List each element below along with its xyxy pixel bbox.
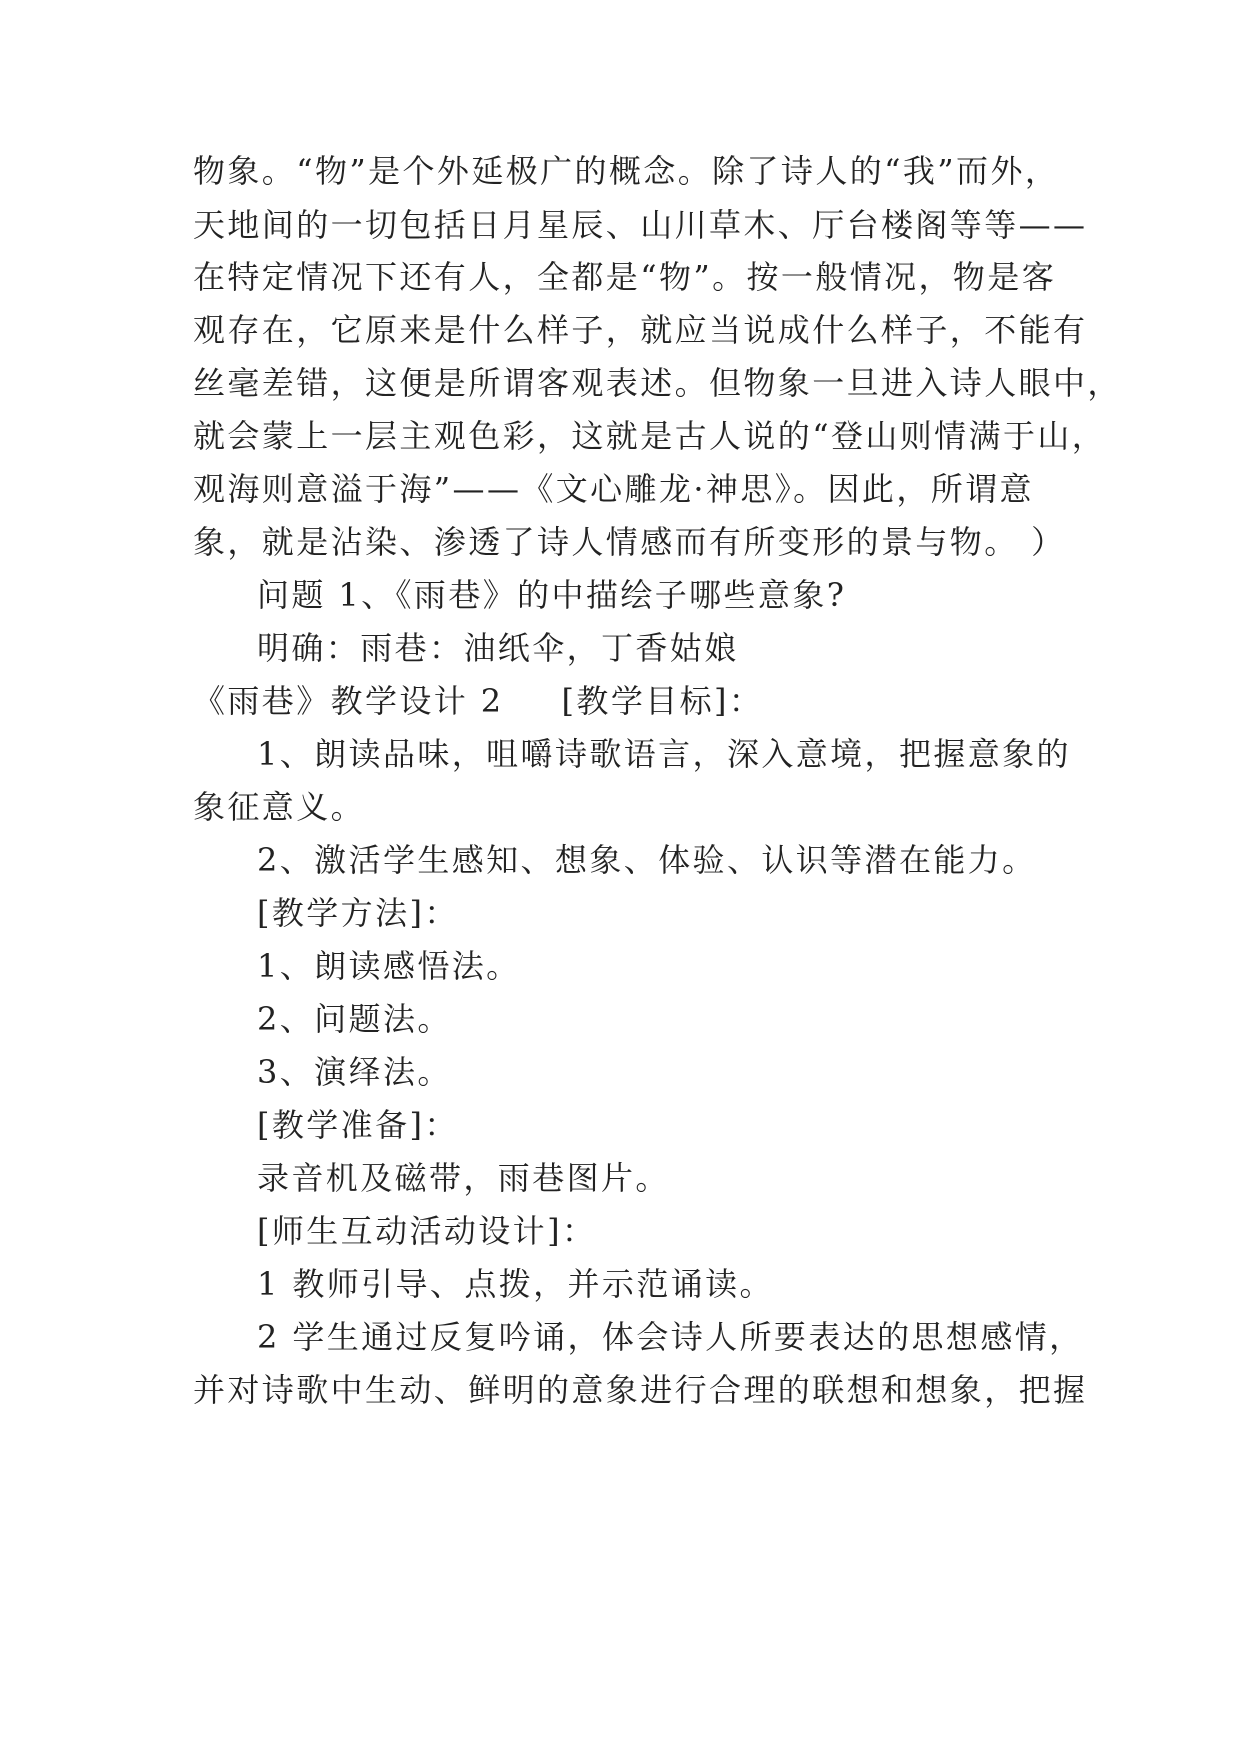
activity-item: 并对诗歌中生动、鲜明的意象进行合理的联想和想象，把握 (193, 1371, 1088, 1409)
goals-heading: [教学目标]： (561, 682, 764, 720)
text-line: 物象。“物”是个外延极广的概念。除了诗人的“我”而外， (193, 152, 1060, 190)
method-item: 3、演绎法。 (257, 1053, 452, 1091)
methods-heading: [教学方法]： (257, 894, 459, 932)
goal-line: 象征意义。 (193, 788, 366, 826)
goal-line: 2、激活学生感知、想象、体验、认识等潜在能力。 (257, 841, 1037, 879)
question-line: 问题 1、《雨巷》的中描绘子哪些意象? (257, 576, 847, 614)
answer-line: 明确：雨巷：油纸伞，丁香姑娘 (257, 629, 739, 667)
activity-item: 1 教师引导、点拨，并示范诵读。 (257, 1265, 774, 1303)
text-line: 观海则意溢于海”——《文心雕龙·神思》。因此，所谓意 (193, 470, 1034, 508)
design-title: 《雨巷》教学设计 2 (193, 682, 504, 720)
prep-text: 录音机及磁带，雨巷图片。 (257, 1159, 670, 1197)
method-item: 2、问题法。 (257, 1000, 452, 1038)
text-line: 象，就是沾染、渗透了诗人情感而有所变形的景与物。 ） (193, 523, 1066, 561)
prep-heading: [教学准备]： (257, 1106, 459, 1144)
activity-heading: [师生互动活动设计]： (257, 1212, 597, 1250)
goal-line: 1、朗读品味，咀嚼诗歌语言，深入意境，把握意象的 (257, 735, 1071, 773)
text-line: 丝毫差错，这便是所谓客观表述。但物象一旦进入诗人眼中， (193, 364, 1122, 402)
method-item: 1、朗读感悟法。 (257, 947, 521, 985)
text-line: 就会蒙上一层主观色彩，这就是古人说的“登山则情满于山， (193, 417, 1107, 455)
activity-item: 2 学生通过反复吟诵，体会诗人所要表达的思想感情， (257, 1318, 1084, 1356)
text-line: 在特定情况下还有人，全都是“物”。按一般情况，物是客 (193, 258, 1057, 296)
text-line: 观存在，它原来是什么样子，就应当说成什么样子，不能有 (193, 311, 1088, 349)
section-title-line (193, 681, 763, 721)
text-line: 天地间的一切包括日月星辰、山川草木、厅台楼阁等等—— (193, 206, 1088, 244)
